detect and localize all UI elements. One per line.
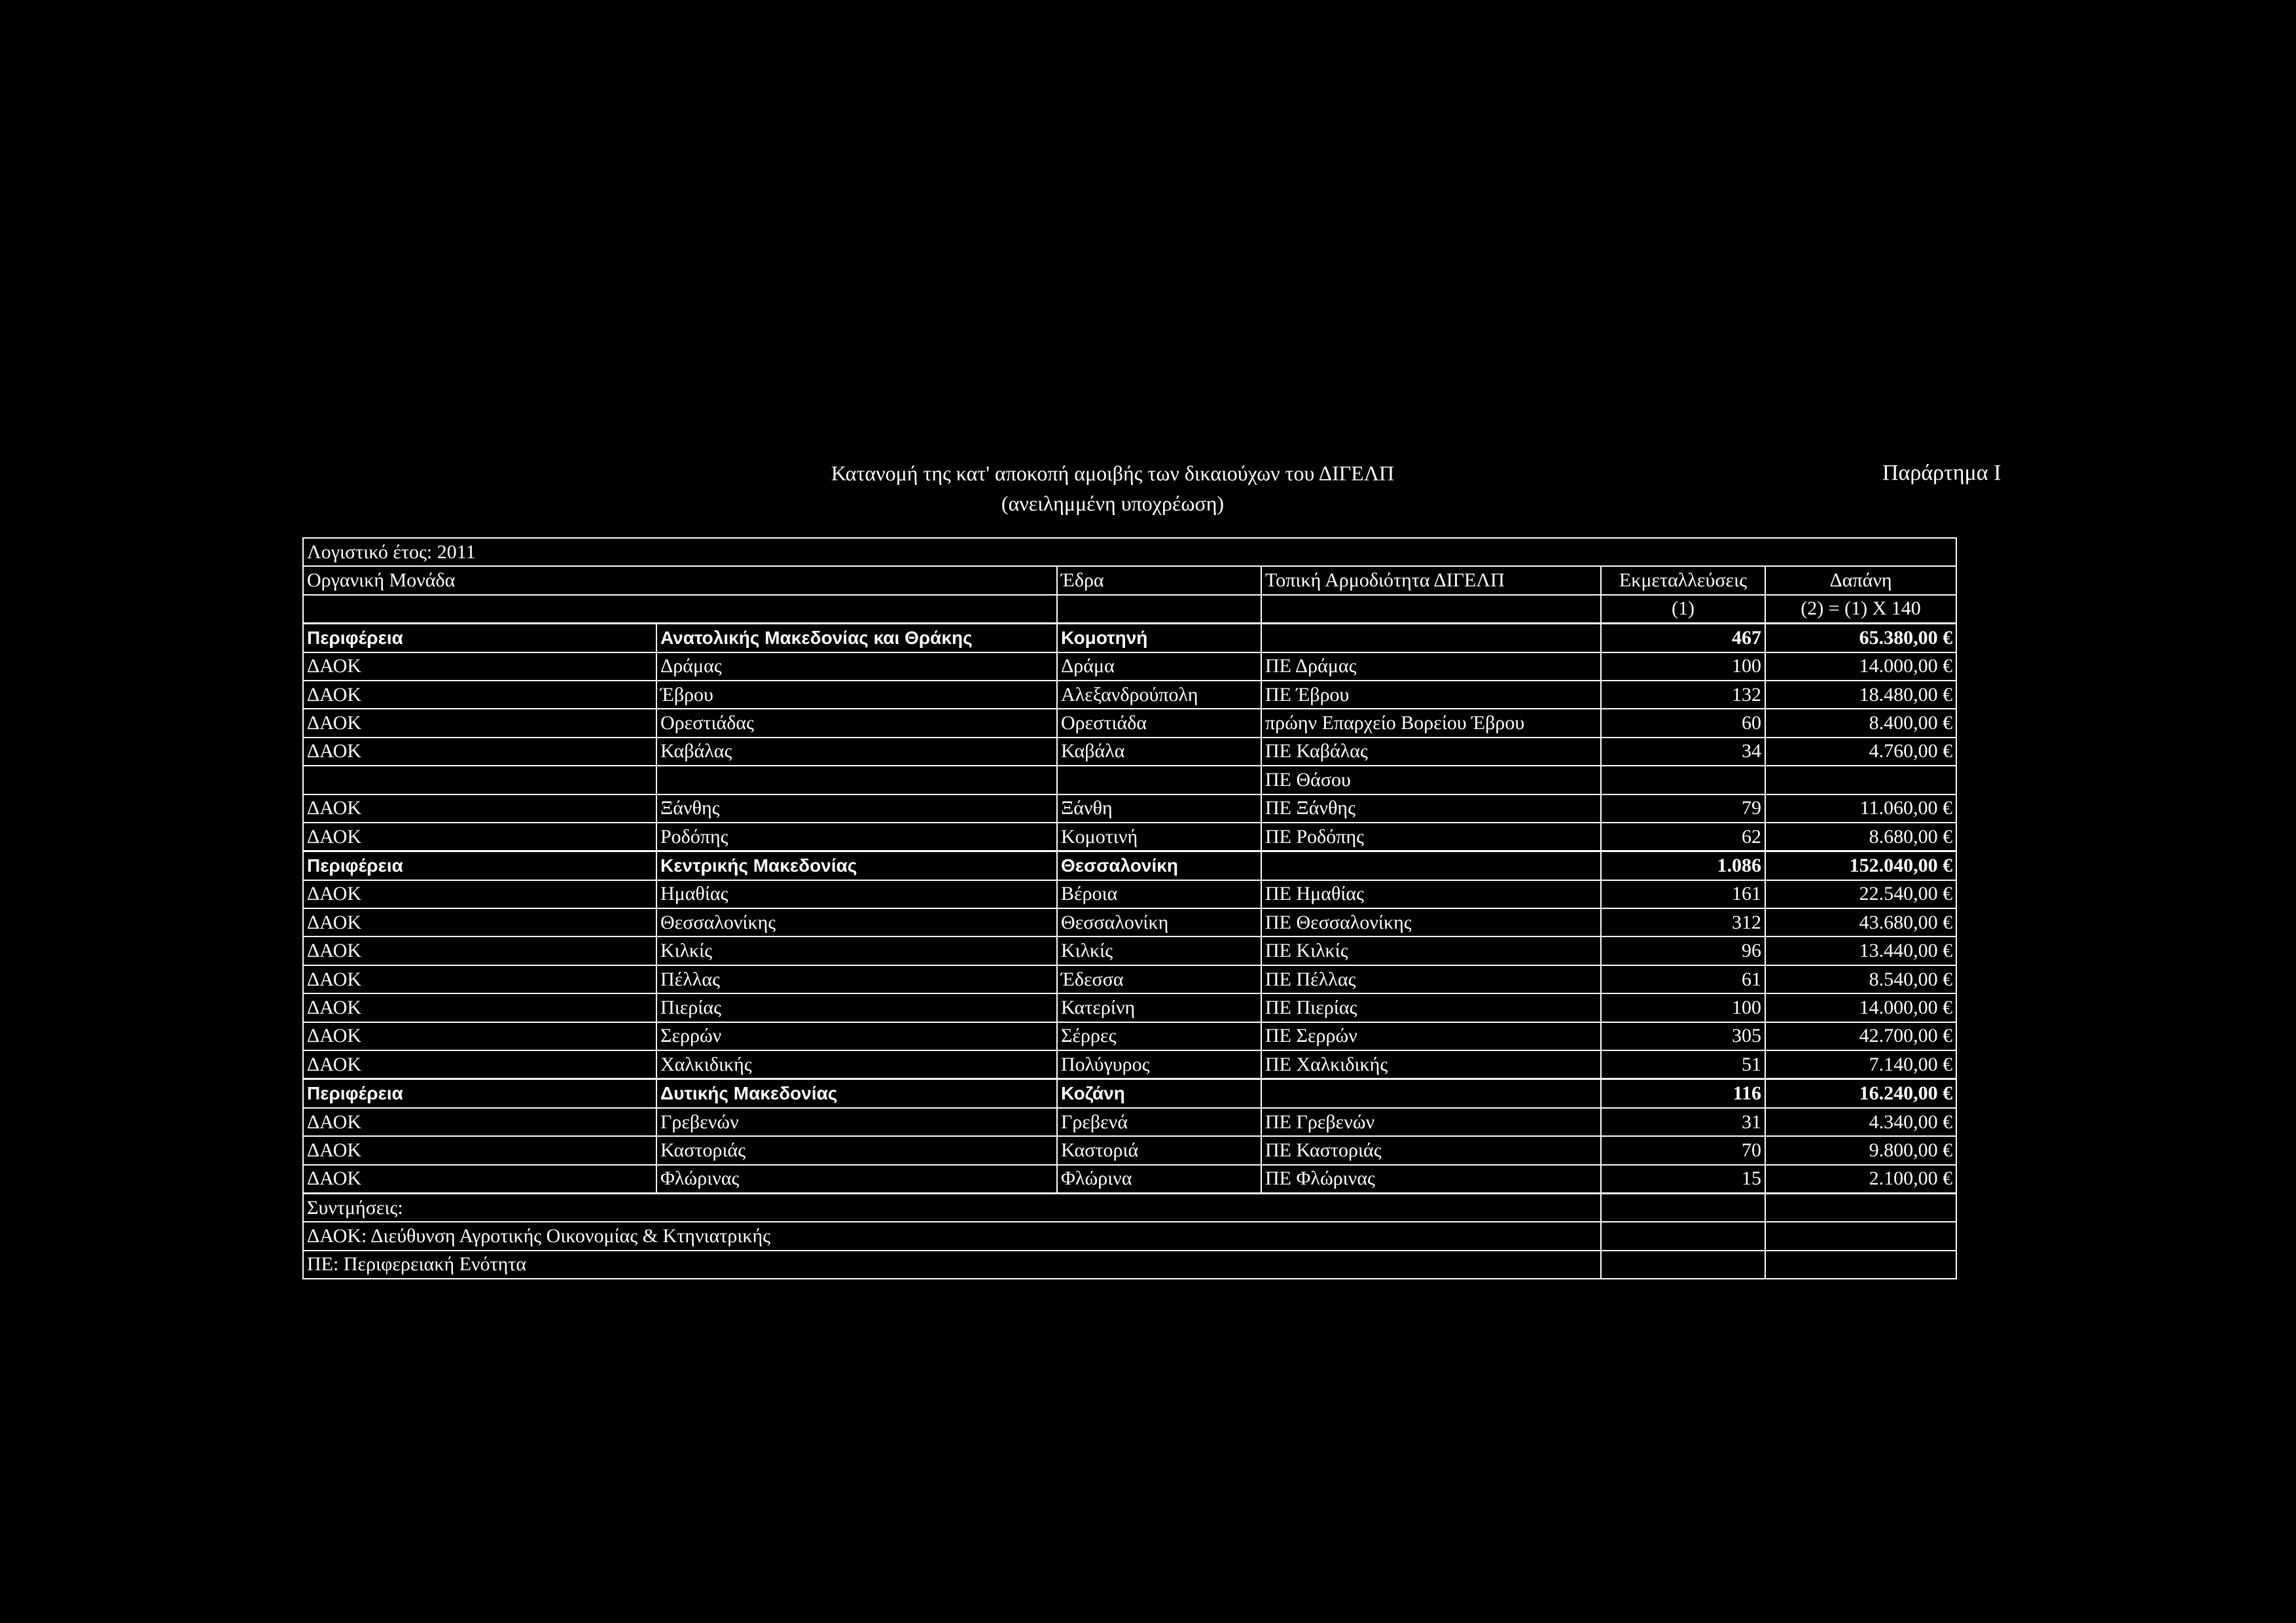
header-cost: Δαπάνη [1765, 566, 1956, 594]
cell-seat: Γρεβενά [1057, 1108, 1261, 1136]
cell-holdings: 100 [1601, 993, 1765, 1022]
table-row [303, 823, 1956, 851]
note-text: Συντμήσεις: [303, 1193, 1601, 1222]
cell-cost: 8.540,00 € [1765, 965, 1956, 993]
cell-type: ΔΑΟΚ [303, 993, 656, 1022]
cell-holdings: 1.086 [1601, 851, 1765, 880]
cell-seat: Φλώρινα [1057, 1165, 1261, 1194]
cell-holdings: 312 [1601, 908, 1765, 936]
cell-holdings: 116 [1601, 1079, 1765, 1108]
fiscal-year-row [303, 538, 1956, 566]
cell-jurisdiction: ΠΕ Καβάλας [1261, 738, 1601, 766]
cell-cost: 11.060,00 € [1765, 794, 1956, 823]
title-line-1: Κατανομή της κατ' αποκοπή αμοιβής των δικαιούχων του ΔΙΓΕΛΠ [831, 461, 1395, 485]
cell-jurisdiction: ΠΕ Ξάνθης [1261, 794, 1601, 823]
cell-type: ΔΑΟΚ [303, 1165, 656, 1194]
cell-type: ΔΑΟΚ [303, 1108, 656, 1136]
note-empty-cell [1765, 1251, 1956, 1279]
cell-jurisdiction: ΠΕ Θεσσαλονίκης [1261, 908, 1601, 936]
note-row [303, 1222, 1956, 1250]
cell-seat: Θεσσαλονίκη [1057, 908, 1261, 936]
table-row [303, 794, 1956, 823]
cell-holdings: 62 [1601, 823, 1765, 851]
cell-type: ΔΑΟΚ [303, 936, 656, 965]
note-text: ΔΑΟΚ: Διεύθυνση Αγροτικής Οικονομίας & Κτηνιατρικής [303, 1222, 1601, 1250]
cell-name: Πέλλας [656, 965, 1057, 993]
region-row [303, 624, 1956, 652]
cell-jurisdiction: ΠΕ Καστοριάς [1261, 1136, 1601, 1164]
cell-seat: Ορεστιάδα [1057, 709, 1261, 737]
cell-cost: 16.240,00 € [1765, 1079, 1956, 1108]
cell-jurisdiction: ΠΕ Σερρών [1261, 1022, 1601, 1050]
cell-cost: 8.680,00 € [1765, 823, 1956, 851]
note-row [303, 1251, 1956, 1279]
table-row [303, 880, 1956, 908]
cell-cost: 9.800,00 € [1765, 1136, 1956, 1164]
cell-type: ΔΑΟΚ [303, 823, 656, 851]
table-row [303, 709, 1956, 737]
cell-name: Ανατολικής Μακεδονίας και Θράκης [656, 624, 1057, 652]
allocation-table [302, 537, 1957, 1279]
document-title [785, 458, 1440, 518]
cell-holdings: 31 [1601, 1108, 1765, 1136]
cell-jurisdiction: ΠΕ Ροδόπης [1261, 823, 1601, 851]
cell-type: ΔΑΟΚ [303, 908, 656, 936]
header-unit: Οργανική Μονάδα [303, 566, 1057, 594]
cell-jurisdiction: ΠΕ Πέλλας [1261, 965, 1601, 993]
cell-holdings: 161 [1601, 880, 1765, 908]
cell-seat: Έδεσσα [1057, 965, 1261, 993]
table-row [303, 1050, 1956, 1079]
cell-holdings: 305 [1601, 1022, 1765, 1050]
cell-seat: Καβάλα [1057, 738, 1261, 766]
cell-seat: Πολύγυρος [1057, 1050, 1261, 1079]
cell-cost: 14.000,00 € [1765, 993, 1956, 1022]
table-row [303, 1108, 1956, 1136]
cell-holdings: 96 [1601, 936, 1765, 965]
cell-name: Δυτικής Μακεδονίας [656, 1079, 1057, 1108]
fiscal-year: Λογιστικό έτος: 2011 [303, 538, 1956, 566]
cell-name: Κιλκίς [656, 936, 1057, 965]
cell-type: ΔΑΟΚ [303, 880, 656, 908]
cell-holdings: 61 [1601, 965, 1765, 993]
annex-label: Παράρτημα Ι [1882, 461, 2001, 485]
header-jurisdiction: Τοπική Αρμοδιότητα ΔΙΓΕΛΠ [1261, 566, 1601, 594]
cell-name: Γρεβενών [656, 1108, 1057, 1136]
note-empty-cell [1765, 1222, 1956, 1250]
cell-type: ΔΑΟΚ [303, 1136, 656, 1164]
cell-type: Περιφέρεια [303, 624, 656, 652]
cell-type: ΔΑΟΚ [303, 794, 656, 823]
cell-jurisdiction: ΠΕ Θάσου [1261, 766, 1601, 794]
note-empty-cell [1601, 1222, 1765, 1250]
cell-cost: 13.440,00 € [1765, 936, 1956, 965]
cell-cost: 18.480,00 € [1765, 681, 1956, 709]
subheader-empty [303, 595, 1057, 624]
cell-type [303, 766, 656, 794]
cell-jurisdiction: ΠΕ Κιλκίς [1261, 936, 1601, 965]
cell-holdings: 467 [1601, 624, 1765, 652]
cell-name: Σερρών [656, 1022, 1057, 1050]
table-row [303, 936, 1956, 965]
cell-type: ΔΑΟΚ [303, 1022, 656, 1050]
table-row [303, 1022, 1956, 1050]
cell-jurisdiction: ΠΕ Δράμας [1261, 652, 1601, 681]
cell-name: Ξάνθης [656, 794, 1057, 823]
cell-seat: Βέροια [1057, 880, 1261, 908]
cell-jurisdiction: ΠΕ Γρεβενών [1261, 1108, 1601, 1136]
cell-jurisdiction [1261, 1079, 1601, 1108]
cell-type: ΔΑΟΚ [303, 681, 656, 709]
cell-type: Περιφέρεια [303, 851, 656, 880]
header-holdings: Εκμεταλλεύσεις [1601, 566, 1765, 594]
cell-seat: Θεσσαλονίκη [1057, 851, 1261, 880]
title-line-2: (ανειλημμένη υποχρέωση) [1001, 491, 1225, 515]
subheader-row [303, 595, 1956, 624]
subheader-holdings: (1) [1601, 595, 1765, 624]
cell-type: ΔΑΟΚ [303, 738, 656, 766]
table-row [303, 1165, 1956, 1194]
cell-cost [1765, 766, 1956, 794]
note-empty-cell [1601, 1251, 1765, 1279]
note-empty-cell [1601, 1193, 1765, 1222]
note-row [303, 1193, 1956, 1222]
note-text: ΠΕ: Περιφερειακή Ενότητα [303, 1251, 1601, 1279]
cell-cost: 43.680,00 € [1765, 908, 1956, 936]
cell-holdings: 60 [1601, 709, 1765, 737]
cell-type: ΔΑΟΚ [303, 709, 656, 737]
cell-cost: 65.380,00 € [1765, 624, 1956, 652]
table-row [303, 681, 1956, 709]
cell-cost: 7.140,00 € [1765, 1050, 1956, 1079]
cell-seat: Αλεξανδρούπολη [1057, 681, 1261, 709]
cell-seat: Κοζάνη [1057, 1079, 1261, 1108]
cell-holdings: 79 [1601, 794, 1765, 823]
cell-seat: Σέρρες [1057, 1022, 1261, 1050]
cell-name: Χαλκιδικής [656, 1050, 1057, 1079]
region-row [303, 1079, 1956, 1108]
cell-holdings: 15 [1601, 1165, 1765, 1194]
allocation-table-body [303, 538, 1956, 1279]
cell-seat: Δράμα [1057, 652, 1261, 681]
cell-name: Θεσσαλονίκης [656, 908, 1057, 936]
cell-jurisdiction [1261, 624, 1601, 652]
table-row [303, 908, 1956, 936]
cell-jurisdiction: πρώην Επαρχείο Βορείου Έβρου [1261, 709, 1601, 737]
cell-cost: 8.400,00 € [1765, 709, 1956, 737]
cell-type: ΔΑΟΚ [303, 652, 656, 681]
cell-seat: Κομοτηνή [1057, 624, 1261, 652]
cell-holdings: 34 [1601, 738, 1765, 766]
cell-name: Ροδόπης [656, 823, 1057, 851]
region-row [303, 851, 1956, 880]
subheader-empty [1261, 595, 1601, 624]
cell-jurisdiction: ΠΕ Φλώρινας [1261, 1165, 1601, 1194]
cell-jurisdiction: ΠΕ Πιερίας [1261, 993, 1601, 1022]
cell-name: Ημαθίας [656, 880, 1057, 908]
cell-name: Ορεστιάδας [656, 709, 1057, 737]
cell-cost: 22.540,00 € [1765, 880, 1956, 908]
cell-name [656, 766, 1057, 794]
table-row [303, 652, 1956, 681]
cell-cost: 4.340,00 € [1765, 1108, 1956, 1136]
cell-jurisdiction: ΠΕ Ημαθίας [1261, 880, 1601, 908]
table-row [303, 965, 1956, 993]
cell-jurisdiction: ΠΕ Έβρου [1261, 681, 1601, 709]
cell-holdings [1601, 766, 1765, 794]
cell-seat: Ξάνθη [1057, 794, 1261, 823]
table-row [303, 766, 1956, 794]
cell-jurisdiction: ΠΕ Χαλκιδικής [1261, 1050, 1601, 1079]
cell-name: Δράμας [656, 652, 1057, 681]
cell-holdings: 100 [1601, 652, 1765, 681]
cell-cost: 4.760,00 € [1765, 738, 1956, 766]
cell-name: Καστοριάς [656, 1136, 1057, 1164]
header-row [303, 566, 1956, 594]
cell-holdings: 132 [1601, 681, 1765, 709]
cell-cost: 2.100,00 € [1765, 1165, 1956, 1194]
cell-type: ΔΑΟΚ [303, 1050, 656, 1079]
cell-seat: Κατερίνη [1057, 993, 1261, 1022]
cell-name: Κεντρικής Μακεδονίας [656, 851, 1057, 880]
cell-seat: Καστοριά [1057, 1136, 1261, 1164]
subheader-empty [1057, 595, 1261, 624]
header-seat: Έδρα [1057, 566, 1261, 594]
cell-type: Περιφέρεια [303, 1079, 656, 1108]
cell-holdings: 70 [1601, 1136, 1765, 1164]
table-row [303, 993, 1956, 1022]
cell-jurisdiction [1261, 851, 1601, 880]
cell-name: Πιερίας [656, 993, 1057, 1022]
cell-name: Έβρου [656, 681, 1057, 709]
cell-cost: 42.700,00 € [1765, 1022, 1956, 1050]
table-row [303, 738, 1956, 766]
cell-name: Καβάλας [656, 738, 1057, 766]
table-row [303, 1136, 1956, 1164]
cell-type: ΔΑΟΚ [303, 965, 656, 993]
note-empty-cell [1765, 1193, 1956, 1222]
cell-seat: Κομοτινή [1057, 823, 1261, 851]
cell-seat [1057, 766, 1261, 794]
cell-name: Φλώρινας [656, 1165, 1057, 1194]
cell-seat: Κιλκίς [1057, 936, 1261, 965]
cell-cost: 14.000,00 € [1765, 652, 1956, 681]
subheader-cost: (2) = (1) Χ 140 [1765, 595, 1956, 624]
cell-holdings: 51 [1601, 1050, 1765, 1079]
cell-cost: 152.040,00 € [1765, 851, 1956, 880]
